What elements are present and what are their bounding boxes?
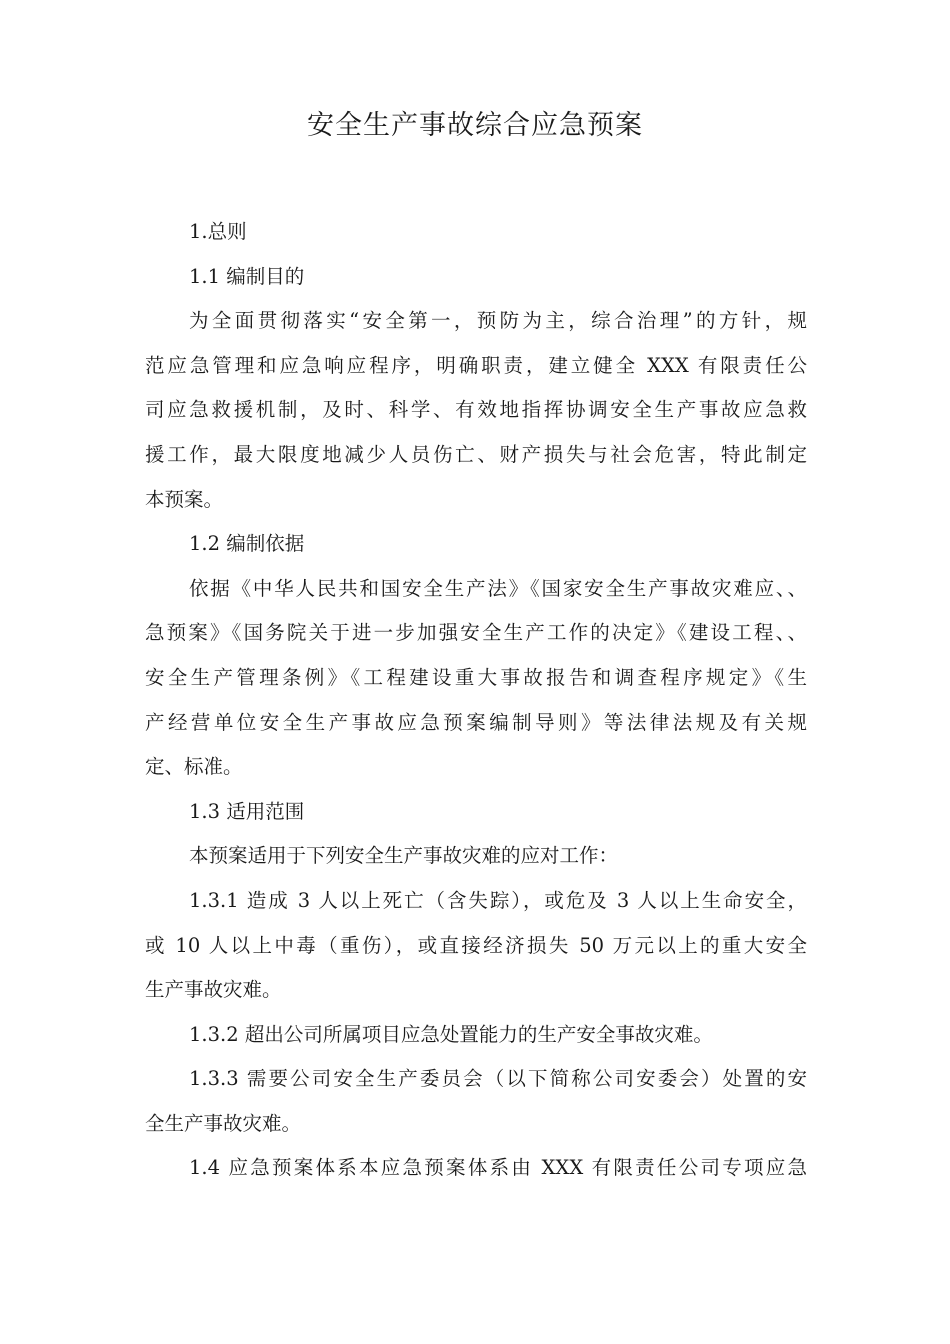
text-line: 1.2 编制依据 bbox=[189, 532, 305, 556]
text-line: 司应急救援机制，及时、科学、有效地指挥协调安全生产事故应急救 bbox=[145, 398, 807, 422]
text-line: 为全面贯彻落实“安全第一，预防为主，综合治理”的方针，规 bbox=[189, 309, 807, 333]
text-line: 定、标准。 bbox=[145, 755, 243, 779]
text-line: 或 10 人以上中毒（重伤），或直接经济损失 50 万元以上的重大安全 bbox=[145, 933, 807, 957]
text-line: 范应急管理和应急响应程序，明确职责，建立健全 XXX 有限责任公 bbox=[145, 353, 807, 377]
document-body bbox=[145, 210, 807, 1191]
text-line: 生产事故灾难。 bbox=[145, 978, 282, 1002]
document-title: 安全生产事故综合应急预案 bbox=[307, 110, 643, 141]
text-line: 援工作，最大限度地减少人员伤亡、财产损失与社会危害，特此制定 bbox=[145, 442, 807, 466]
text-line: 1.1 编制目的 bbox=[189, 264, 305, 288]
text-line: 急预案》《国务院关于进一步加强安全生产工作的决定》《建设工程、、 bbox=[145, 621, 807, 645]
text-line: 1.3.3 需要公司安全生产委员会（以下简称公司安委会）处置的安 bbox=[189, 1067, 807, 1091]
text-line: 安全生产管理条例》《工程建设重大事故报告和调查程序规定》《生 bbox=[145, 665, 807, 689]
text-line: 本预案。 bbox=[145, 487, 224, 511]
text-line: 1.3 适用范围 bbox=[189, 799, 305, 823]
text-line: 本预案适用于下列安全生产事故灾难的应对工作： bbox=[189, 844, 619, 868]
text-line: 1.3.2 超出公司所属项目应急处置能力的生产安全事故灾难。 bbox=[189, 1022, 713, 1046]
text-line: 1.总则 bbox=[189, 220, 247, 243]
text-line: 1.3.1 造成 3 人以上死亡（含失踪），或危及 3 人以上生命安全， bbox=[189, 888, 807, 912]
text-line: 1.4 应急预案体系本应急预案体系由 XXX 有限责任公司专项应急 bbox=[189, 1156, 807, 1180]
text-line: 全生产事故灾难。 bbox=[145, 1111, 302, 1135]
text-line: 产经营单位安全生产事故应急预案编制导则》等法律法规及有关规 bbox=[145, 710, 807, 734]
text-line: 依据《中华人民共和国安全生产法》《国家安全生产事故灾难应、、 bbox=[189, 576, 807, 600]
